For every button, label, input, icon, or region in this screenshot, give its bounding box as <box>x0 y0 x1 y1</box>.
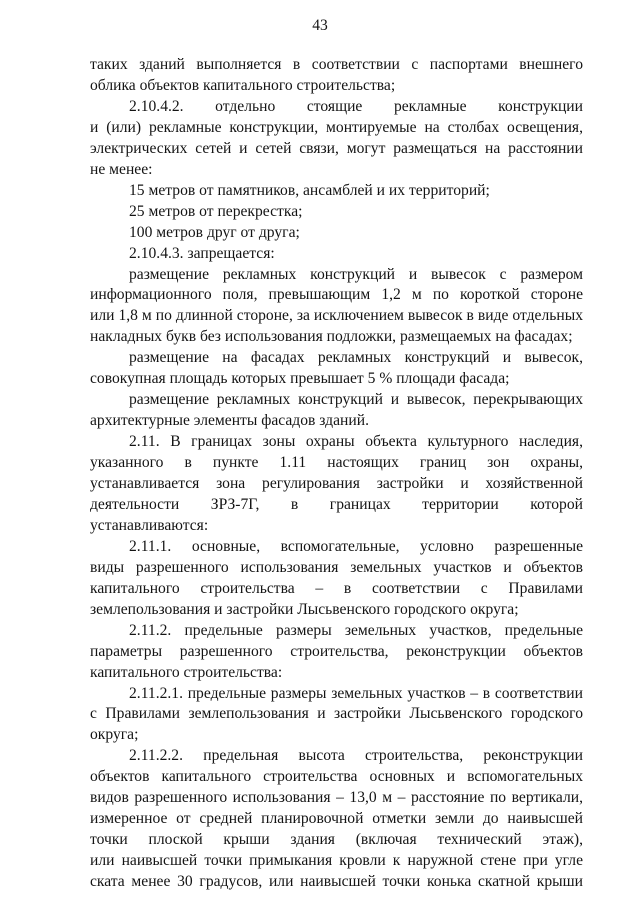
text-line: совокупная площадь которых превышает 5 % площади фасада; <box>90 370 510 388</box>
text-line: объектов капитального строительства основных и вспомогательных <box>90 768 583 786</box>
text-line: 2.10.4.3. запрещается: <box>129 244 275 262</box>
text-line: устанавливается зона регулирования застройки и хозяйственной <box>90 475 583 492</box>
text-line: не менее: <box>90 160 153 178</box>
text-line: деятельности ЗРЗ-7Г, в границах территории которой <box>90 495 583 513</box>
text-line: таких зданий выполняется в соответствии с паспортами внешнего <box>90 56 583 73</box>
text-line: 2.10.4.2. отдельно стоящие рекламные конструкции <box>129 97 583 115</box>
text-line: ската менее 30 градусов, или наивысшей точки конька скатной крыши <box>90 873 583 890</box>
text-line: виды разрешенного использования земельных участков и объектов <box>90 558 583 576</box>
text-line: указанного в пункте 1.11 настоящих границ зон охраны, <box>90 454 583 472</box>
text-line: 2.11.2.1. предельные размеры земельных участков – в соответствии <box>129 684 583 702</box>
text-line: 2.11. В границах зоны охраны объекта культурного наследия, <box>129 433 583 451</box>
text-line: облика объектов капитального строительства; <box>90 77 396 94</box>
text-line: устанавливаются: <box>90 516 209 534</box>
text-line: точки плоской крыши здания (включая технический этаж), <box>90 831 583 849</box>
text-line: 15 метров от памятников, ансамблей и их территорий; <box>129 181 490 199</box>
text-line: информационного поля, превышающим 1,2 м по короткой стороне <box>90 286 583 304</box>
text-line: 2.11.1. основные, вспомогательные, условно разрешенные <box>129 537 583 555</box>
text-line: размещение на фасадах рекламных конструкций и вывесок, <box>129 349 583 367</box>
text-line: или наивысшей точки примыкания кровли к наружной стене при угле <box>90 852 583 870</box>
text-line: капитального строительства: <box>90 663 283 681</box>
text-line: параметры разрешенного строительства, реконструкции объектов <box>90 642 583 660</box>
text-line: и (или) рекламные конструкции, монтируемые на столбах освещения, <box>90 118 583 136</box>
text-line: округа; <box>90 726 139 744</box>
text-line: измеренное от средней планировочной отметки земли до наивысшей <box>90 810 583 828</box>
text-line: капитального строительства – в соответствии с Правилами <box>90 579 583 597</box>
text-line: 2.11.2.2. предельная высота строительства, реконструкции <box>129 747 583 765</box>
text-line: или 1,8 м по длинной стороне, за исключением вывесок в виде отдельных <box>90 307 583 325</box>
text-line: размещение рекламных конструкций и вывесок с размером <box>129 265 583 283</box>
text-line: 100 метров друг от друга; <box>129 223 300 241</box>
text-line: размещение рекламных конструкций и вывесок, перекрывающих <box>129 391 583 409</box>
text-line: электрических сетей и сетей связи, могут размещаться на расстоянии <box>90 139 583 157</box>
text-line: 2.11.2. предельные размеры земельных участков, предельные <box>129 621 583 639</box>
text-line: архитектурные элементы фасадов зданий. <box>90 412 369 430</box>
page-number: 43 <box>312 17 328 34</box>
text-line: видов разрешенного использования – 13,0 м – расстояние по вертикали, <box>90 789 583 807</box>
text-line: землепользования и застройки Лысьвенского городского округа; <box>90 600 519 618</box>
text-line: накладных букв без использования подложки, размещаемых на фасадах; <box>90 328 573 346</box>
text-line: с Правилами землепользования и застройки Лысьвенского городского <box>90 705 583 723</box>
text-line: 25 метров от перекрестка; <box>129 202 303 220</box>
